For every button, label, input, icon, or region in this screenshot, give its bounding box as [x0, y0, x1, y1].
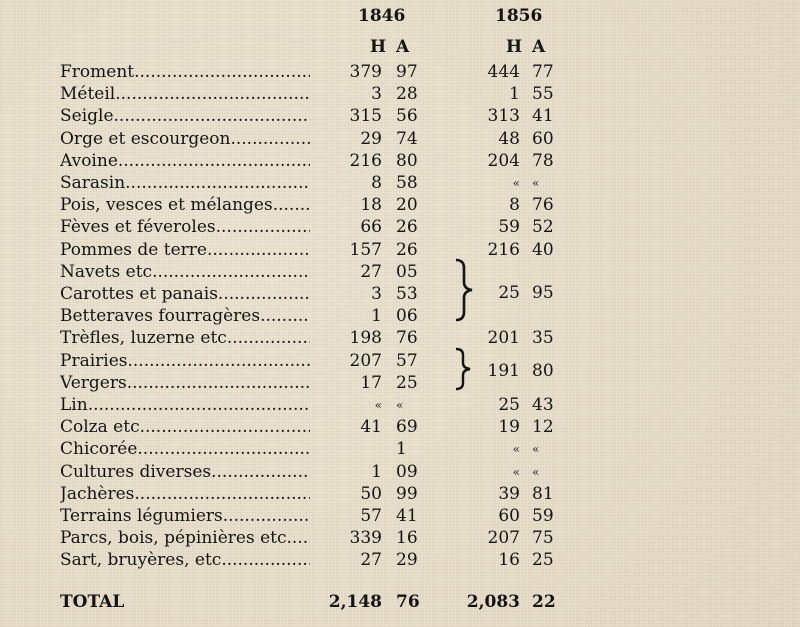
table-row	[0, 327, 800, 349]
row-label: Lin .....	[60, 394, 310, 416]
table-row	[0, 283, 800, 305]
total-h-1856: 2,083	[466, 592, 520, 612]
ares-1846: 53	[396, 284, 418, 304]
hectares-1846: 3	[371, 84, 382, 105]
ares-1846: 74	[396, 128, 418, 149]
ares-1856: 41	[532, 106, 554, 127]
table-row	[0, 61, 800, 83]
ares-1856: 77	[532, 62, 554, 82]
hectares-1846: 29	[360, 128, 382, 149]
ares-1846: 80	[396, 150, 418, 171]
hectares-1856: 313	[487, 106, 520, 127]
hectares-1846: 216	[349, 150, 382, 171]
row-label: Pois, vesces et mélanges .....	[60, 194, 310, 216]
ares-1856: «	[532, 442, 540, 457]
ares-1846: «	[396, 398, 404, 412]
ares-1856: 59	[532, 506, 554, 526]
row-label: Pommes de terre .....	[60, 239, 310, 261]
table-row	[0, 172, 800, 194]
ares-1856: 78	[532, 150, 554, 171]
hectares-1856: 204	[487, 150, 520, 171]
row-label: Prairies .....	[60, 350, 310, 372]
hectares-1856: 59	[498, 217, 520, 238]
ares-1846: 69	[396, 417, 418, 438]
unit-a-1856: A	[532, 37, 546, 57]
hectares-1846: 17	[360, 372, 382, 393]
hectares-1846: 207	[349, 350, 382, 371]
total-a-1846: 76	[396, 592, 420, 612]
hectares-1846: «	[374, 398, 382, 412]
ares-1856: 12	[532, 417, 554, 438]
hectares-1846: 41	[360, 417, 382, 438]
row-label: Cultures diverses .....	[60, 461, 310, 483]
hectares-1846: 18	[360, 195, 382, 216]
total-label: TOTAL	[60, 592, 125, 612]
ares-1846: 28	[396, 84, 418, 105]
row-label: Sart, bruyères, etc .....	[60, 549, 310, 571]
hectares-1856: 216	[487, 239, 520, 260]
ares-1846: 1	[396, 439, 407, 460]
unit-h-1856: H	[506, 37, 523, 57]
hectares-1856: 207	[487, 528, 520, 549]
year-header-1846: 1846	[358, 6, 406, 26]
unit-h-1846: H	[370, 37, 387, 57]
ares-1856: 25	[532, 550, 554, 571]
hectares-1846: 1	[371, 306, 382, 327]
group-roots-h-1856: 25	[498, 283, 520, 303]
table-row	[0, 83, 800, 105]
table-row	[0, 350, 800, 372]
row-label: Jachères .....	[60, 483, 310, 505]
table-row	[0, 305, 800, 327]
row-label: Chicorée .....	[60, 438, 310, 460]
ares-1856: «	[532, 176, 540, 190]
table-row	[0, 438, 800, 460]
ares-1846: 20	[396, 195, 418, 216]
row-label: Parcs, bois, pépinières etc .....	[60, 527, 310, 549]
table-row	[0, 505, 800, 527]
ares-1846: 16	[396, 528, 418, 549]
row-label: Colza etc .....	[60, 416, 310, 438]
total-h-1846: 2,148	[328, 592, 382, 612]
ares-1856: 40	[532, 239, 554, 260]
ares-1846: 58	[396, 173, 418, 193]
hectares-1846: 50	[360, 483, 382, 504]
table-row	[0, 483, 800, 505]
hectares-1846: 1	[371, 461, 382, 482]
group-meadows-a-1856: 80	[532, 361, 554, 381]
ares-1846: 25	[396, 372, 418, 393]
hectares-1856: 16	[498, 550, 520, 571]
hectares-1846: 66	[360, 217, 382, 238]
unit-a-1846: A	[396, 37, 410, 57]
ares-1856: 55	[532, 84, 554, 105]
total-row	[0, 591, 800, 613]
ares-1856: 35	[532, 328, 554, 349]
table-row	[0, 261, 800, 283]
table-row	[0, 372, 800, 394]
ares-1846: 56	[396, 106, 418, 127]
hectares-1856: «	[512, 442, 520, 457]
hectares-1846: 3	[371, 284, 382, 304]
ares-1846: 41	[396, 506, 418, 526]
hectares-1846: 198	[349, 328, 382, 349]
row-label: Froment .....	[60, 61, 310, 83]
table-row	[0, 527, 800, 549]
table-row	[0, 239, 800, 261]
hectares-1846: 339	[349, 528, 382, 549]
ares-1856: 43	[532, 395, 554, 415]
hectares-1846: 379	[349, 62, 382, 82]
row-label: Seigle .....	[60, 105, 310, 127]
hectares-1846: 315	[349, 106, 382, 127]
ares-1856: 52	[532, 217, 554, 238]
hectares-1856: «	[512, 176, 520, 190]
row-label: Sarasin .....	[60, 172, 310, 194]
hectares-1856: 60	[498, 506, 520, 526]
ares-1846: 76	[396, 328, 418, 349]
table-row	[0, 216, 800, 238]
brace-roots-group	[450, 258, 476, 326]
hectares-1856: 444	[487, 62, 520, 82]
row-label: Avoine .....	[60, 150, 310, 172]
ares-1846: 97	[396, 62, 418, 82]
ares-1856: 76	[532, 195, 554, 216]
ares-1846: 26	[396, 217, 418, 238]
ares-1856: 75	[532, 528, 554, 549]
row-label: Navets etc .....	[60, 261, 310, 283]
hectares-1856: 8	[509, 195, 520, 216]
ares-1846: 09	[396, 461, 418, 482]
row-label: Vergers .....	[60, 372, 310, 394]
ares-1856: 60	[532, 128, 554, 149]
ares-1856: «	[532, 464, 540, 479]
table-row	[0, 194, 800, 216]
hectares-1846: 57	[360, 506, 382, 526]
group-meadows-h-1856: 191	[487, 361, 520, 381]
total-a-1856: 22	[532, 592, 556, 612]
hectares-1846: 27	[360, 550, 382, 571]
hectares-1846: 27	[360, 261, 382, 282]
brace-meadows-group	[452, 347, 474, 395]
row-label: Méteil .....	[60, 83, 310, 105]
ares-1846: 57	[396, 350, 418, 371]
row-label: Trèfles, luzerne etc .....	[60, 327, 310, 349]
row-label: Betteraves fourragères .....	[60, 305, 310, 327]
hectares-1856: «	[512, 464, 520, 479]
ares-1846: 99	[396, 483, 418, 504]
hectares-1856: 201	[487, 328, 520, 349]
table-row	[0, 105, 800, 127]
table-row	[0, 394, 800, 416]
hectares-1856: 39	[498, 483, 520, 504]
ares-1846: 29	[396, 550, 418, 571]
hectares-1846: 157	[349, 239, 382, 260]
ares-1846: 05	[396, 261, 418, 282]
hectares-1856: 1	[509, 84, 520, 105]
row-label: Fèves et féveroles .....	[60, 216, 310, 238]
hectares-1846: 8	[371, 173, 382, 193]
year-header-1856: 1856	[495, 6, 543, 26]
group-roots-a-1856: 95	[532, 283, 554, 303]
ares-1856: 81	[532, 483, 554, 504]
ares-1846: 26	[396, 239, 418, 260]
table-row	[0, 416, 800, 438]
table-row	[0, 128, 800, 150]
row-label: Orge et escourgeon .....	[60, 128, 310, 150]
table-row	[0, 549, 800, 571]
hectares-1856: 48	[498, 128, 520, 149]
table-row	[0, 461, 800, 483]
hectares-1856: 19	[498, 417, 520, 438]
hectares-1856: 25	[498, 395, 520, 415]
row-label: Carottes et panais .....	[60, 283, 310, 305]
row-label: Terrains légumiers .....	[60, 505, 310, 527]
table-row	[0, 150, 800, 172]
ares-1846: 06	[396, 306, 418, 327]
